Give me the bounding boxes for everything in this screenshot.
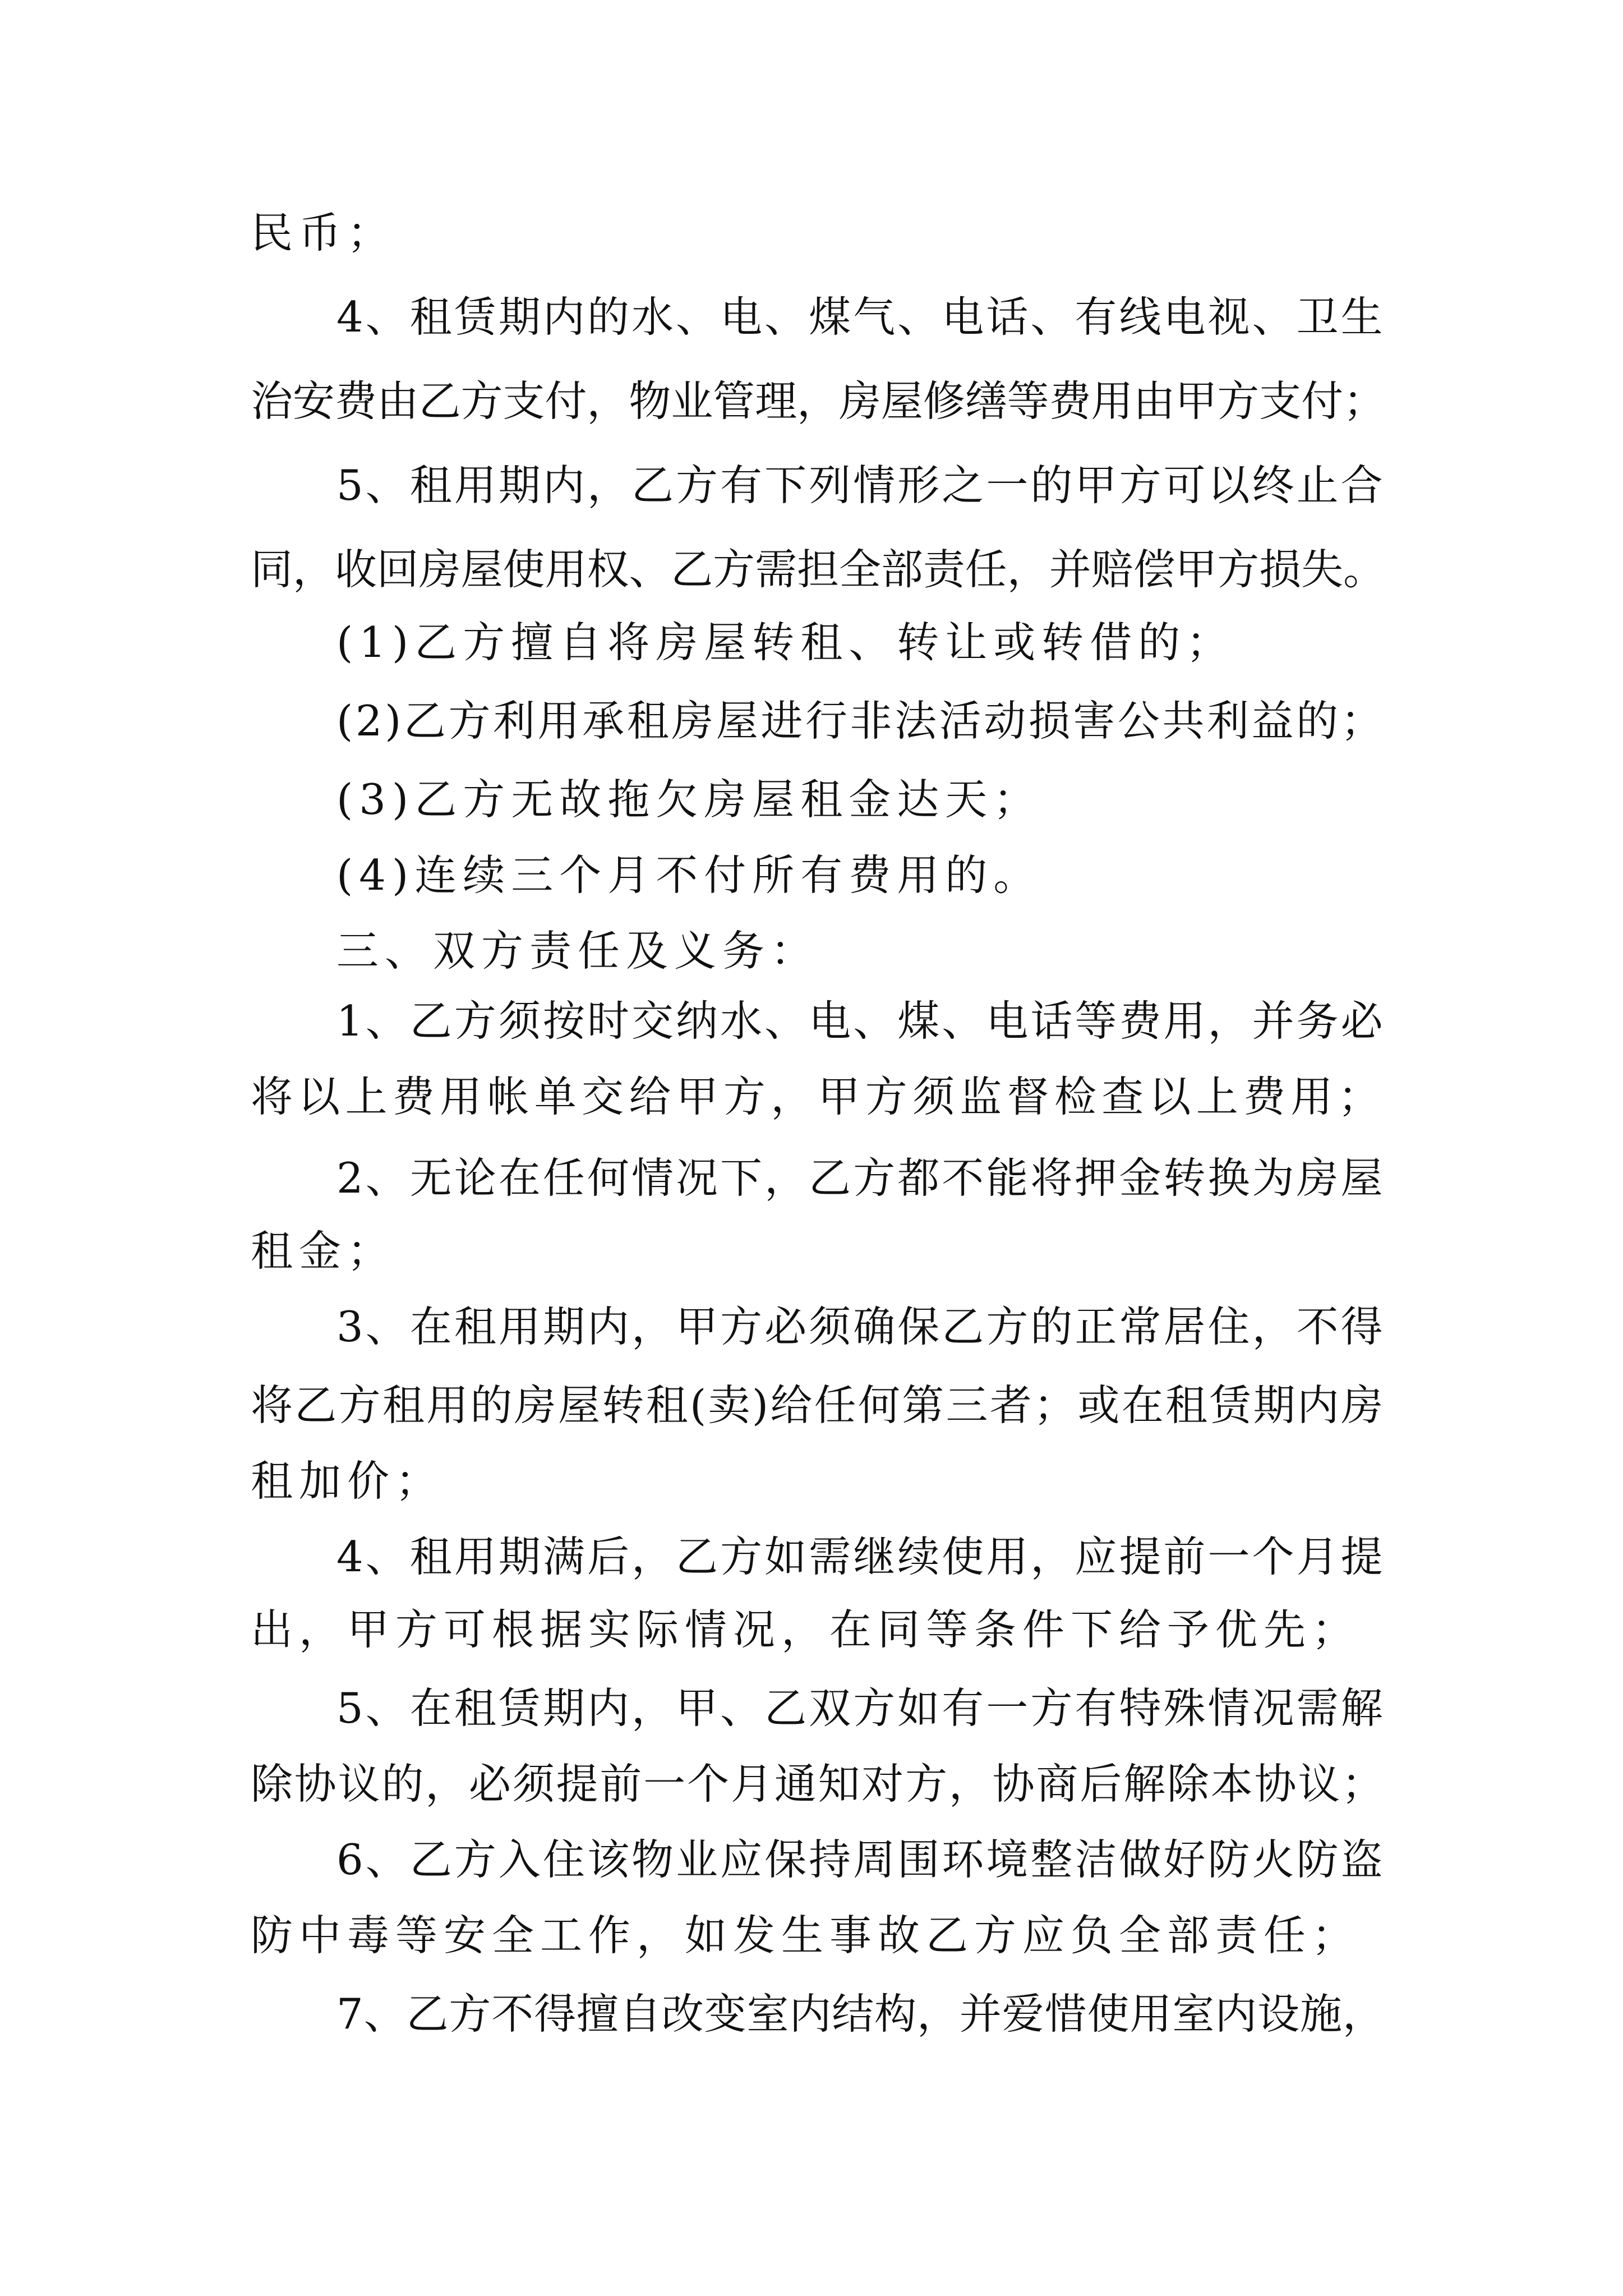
- text-line: 同，收回房屋使用权、乙方需担全部责任，并赔偿甲方损失。: [251, 545, 1386, 594]
- text-line: (4)连续三个月不付所有费用的。: [336, 850, 1042, 900]
- text-line: 5、租用期内，乙方有下列情形之一的甲方可以终止合: [336, 461, 1385, 510]
- text-line: 4、租赁期内的水、电、煤气、电话、有线电视、卫生: [336, 292, 1385, 342]
- text-line: 民币；: [251, 208, 396, 257]
- text-line: (1)乙方擅自将房屋转租、转让或转借的；: [336, 618, 1235, 667]
- text-line: 除协议的，必须提前一个月通知对方，协商后解除本协议；: [251, 1759, 1386, 1809]
- text-line: 将乙方租用的房屋转租(卖)给任何第三者；或在租赁期内房: [251, 1381, 1385, 1430]
- text-line: 3、在租用期内，甲方必须确保乙方的正常居住，不得: [336, 1302, 1385, 1351]
- text-line: 将以上费用帐单交给甲方，甲方须监督检查以上费用；: [251, 1072, 1386, 1121]
- text-line: 5、在租赁期内，甲、乙双方如有一方有特殊情况需解: [336, 1683, 1385, 1733]
- text-line: 2、无论在任何情况下，乙方都不能将押金转换为房屋: [336, 1153, 1385, 1203]
- text-line: 租加价；: [251, 1456, 444, 1506]
- text-line: 防中毒等安全工作，如发生事故乙方应负全部责任；: [251, 1911, 1361, 1960]
- text-line: 6、乙方入住该物业应保持周围环境整洁做好防火防盗: [336, 1835, 1385, 1884]
- text-line: 7、乙方不得擅自改变室内结构，并爱惜使用室内设施，: [336, 1989, 1385, 2039]
- text-line: 出，甲方可根据实际情况，在同等条件下给予优先；: [251, 1605, 1361, 1654]
- text-line: (3)乙方无故拖欠房屋租金达天；: [336, 775, 1042, 824]
- text-line: 租金；: [251, 1226, 396, 1276]
- text-line: (2)乙方利用承租房屋进行非法活动损害公共利益的；: [336, 696, 1386, 746]
- text-line: 4、租用期满后，乙方如需继续使用，应提前一个月提: [336, 1532, 1385, 1581]
- section-heading: 三、双方责任及义务：: [336, 926, 819, 976]
- text-line: 治安费由乙方支付，物业管理，房屋修缮等费用由甲方支付；: [251, 376, 1386, 426]
- text-line: 1、乙方须按时交纳水、电、煤、电话等费用，并务必: [336, 996, 1385, 1046]
